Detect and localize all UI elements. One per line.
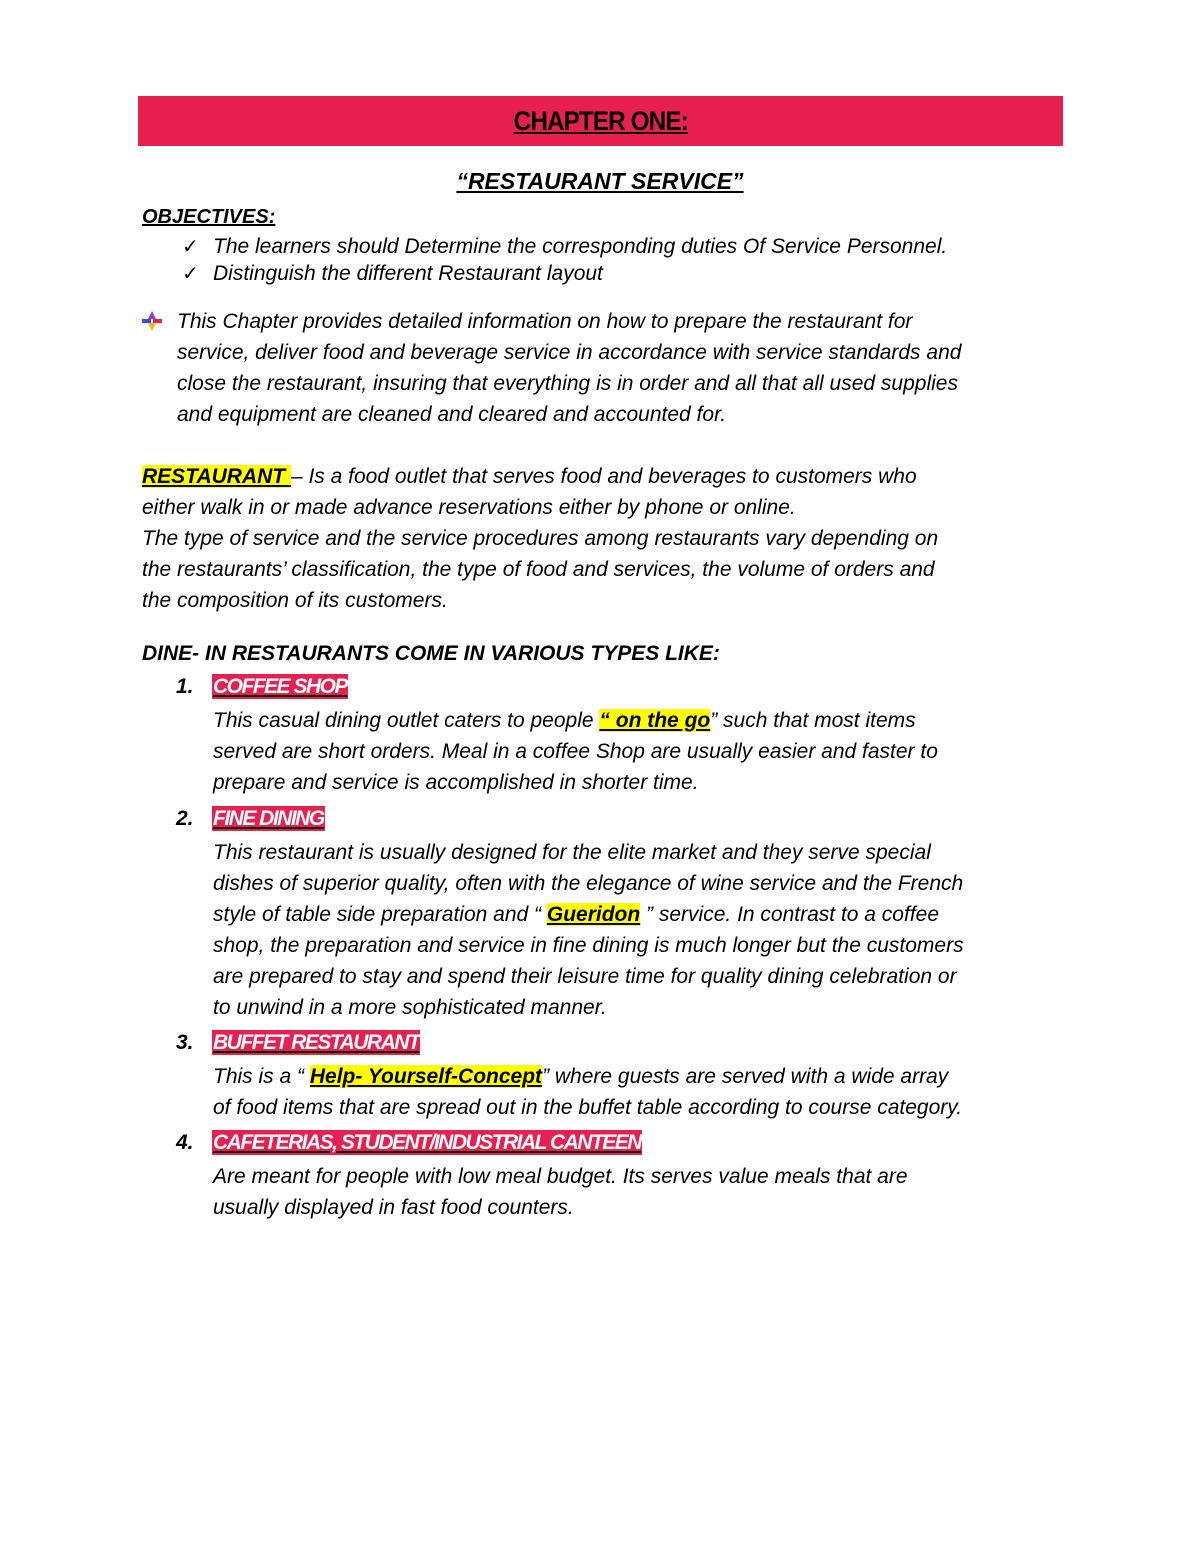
- list-number: 1.: [176, 675, 194, 698]
- intro-line: close the restaurant, insuring that everything is in order and all that all used supplies: [177, 372, 958, 395]
- type-description-line: prepare and service is accomplished in shorter time.: [213, 771, 699, 794]
- types-heading: DINE- IN RESTAURANTS COME IN VARIOUS TYPES LIKE:: [142, 642, 720, 665]
- restaurant-paragraph-line: the restaurants’ classification, the type of food and services, the volume of orders and: [142, 558, 935, 581]
- document-subtitle: “RESTAURANT SERVICE”: [456, 168, 744, 194]
- type-title-fine-dining: FINE DINING: [213, 807, 324, 830]
- type-description-line: of food items that are spread out in the buffet table according to course category.: [213, 1096, 963, 1119]
- restaurant-definition-line: [142, 465, 917, 489]
- list-number: 3.: [176, 1031, 194, 1054]
- checkmark-icon: ✓: [182, 263, 199, 285]
- type-title-buffet-restaurant: BUFFET RESTAURANT: [213, 1031, 420, 1054]
- arrow-bullet-icon: [142, 311, 162, 331]
- objective-item: The learners should Determine the corresponding duties Of Service Personnel.: [213, 235, 948, 258]
- restaurant-paragraph-line: the composition of its customers.: [142, 589, 448, 612]
- type-description-line: served are short orders. Meal in a coffee Shop are usually easier and faster to: [213, 740, 938, 763]
- gueridon-term: Gueridon: [546, 903, 641, 926]
- on-the-go-term: “ on the go: [599, 709, 711, 732]
- objectives-heading: OBJECTIVES:: [142, 206, 276, 228]
- intro-line: This Chapter provides detailed information on how to prepare the restaurant for: [177, 310, 913, 333]
- intro-line: and equipment are cleaned and cleared and accounted for.: [177, 403, 727, 426]
- restaurant-paragraph-line: The type of service and the service procedures among restaurants vary depending on: [142, 527, 939, 550]
- restaurant-definition: – Is a food outlet that serves food and beverages to customers who: [290, 465, 917, 488]
- type-title-cafeterias: CAFETERIAS, STUDENT/INDUSTRIAL CANTEEN: [213, 1131, 641, 1154]
- type-title-coffee-shop: COFFEE SHOP: [213, 675, 348, 698]
- type-description-line: to unwind in a more sophisticated manner.: [213, 996, 607, 1019]
- restaurant-term: RESTAURANT: [142, 465, 291, 488]
- objective-item: Distinguish the different Restaurant layout: [213, 262, 603, 285]
- type-description-line: This is a “ Help- Yourself-Concept” where guests are served with a wide array: [213, 1065, 949, 1088]
- intro-line: service, deliver food and beverage service in accordance with service standards and: [177, 341, 962, 364]
- type-description-line: style of table side preparation and “ Gueridon ” service. In contrast to a coffee: [213, 903, 940, 926]
- chapter-title-bar: [138, 96, 1063, 146]
- chapter-title: CHAPTER ONE:: [513, 105, 688, 136]
- type-description-line: usually displayed in fast food counters.: [213, 1196, 574, 1219]
- list-number: 2.: [176, 807, 194, 830]
- help-yourself-term: Help- Yourself-Concept: [309, 1065, 543, 1088]
- type-description-line: Are meant for people with low meal budget. Its serves value meals that are: [213, 1165, 908, 1188]
- type-description-line: dishes of superior quality, often with the elegance of wine service and the French: [213, 872, 964, 895]
- restaurant-definition-line: either walk in or made advance reservations either by phone or online.: [142, 496, 796, 519]
- checkmark-icon: ✓: [182, 236, 199, 258]
- list-number: 4.: [176, 1131, 194, 1154]
- type-description-line: are prepared to stay and spend their leisure time for quality dining celebration or: [213, 965, 957, 988]
- type-description-line: This restaurant is usually designed for the elite market and they serve special: [213, 841, 931, 864]
- type-description-line: shop, the preparation and service in fine dining is much longer but the customers: [213, 934, 964, 957]
- type-description-line: This casual dining outlet caters to people “ on the go” such that most items: [213, 709, 916, 732]
